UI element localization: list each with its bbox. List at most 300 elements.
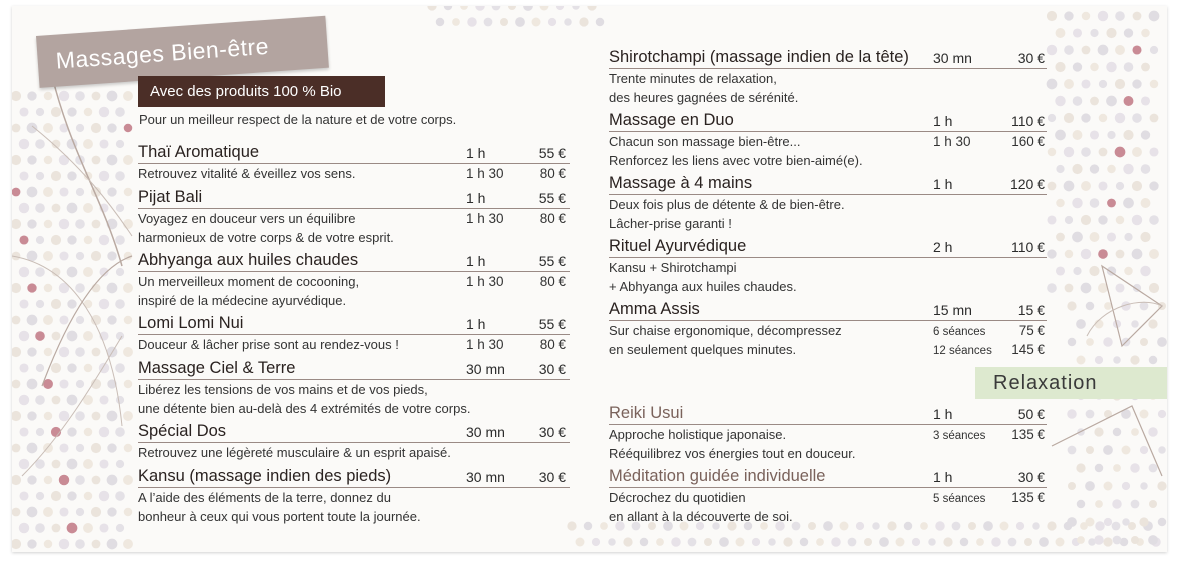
menu-item-duration: 15 mn xyxy=(933,302,972,318)
decor-dot xyxy=(12,539,21,549)
menu-item-header xyxy=(609,48,1047,69)
decor-dot xyxy=(124,188,133,197)
decor-dot xyxy=(12,219,21,229)
description-text: une détente bien au-delà des 4 extrémités de votre corps. xyxy=(138,401,471,416)
decor-dot xyxy=(1132,45,1141,54)
menu-item xyxy=(138,314,570,354)
menu-item-price: 50 € xyxy=(1017,406,1045,422)
menu-item-price: 55 € xyxy=(538,190,566,206)
decor-dot xyxy=(107,91,118,102)
description-line xyxy=(138,443,570,462)
menu-item-header xyxy=(609,111,1047,132)
decor-dot xyxy=(107,411,118,422)
description-line xyxy=(609,69,1047,88)
option-price: 145 € xyxy=(1011,342,1045,357)
decor-dot xyxy=(1055,62,1065,72)
decor-dot xyxy=(83,139,93,149)
decor-dot xyxy=(59,475,69,485)
decor-dot xyxy=(1098,215,1107,224)
decor-dot xyxy=(91,315,101,325)
decor-dot xyxy=(67,395,78,406)
decor-dot xyxy=(475,6,485,11)
decor-dot xyxy=(19,395,29,405)
menu-item-price: 30 € xyxy=(538,361,566,377)
decor-dot xyxy=(688,538,697,547)
decor-dot xyxy=(452,18,460,26)
menu-item-name: Reiki Usui xyxy=(609,404,684,422)
decor-dot xyxy=(608,538,616,546)
decor-dot xyxy=(1148,319,1157,328)
decor-dot xyxy=(19,491,28,500)
decor-dot xyxy=(59,155,69,165)
decor-dot xyxy=(92,284,101,293)
decor-dot xyxy=(1077,536,1085,544)
decor-dot xyxy=(12,316,20,325)
decor-flower-line xyxy=(22,336,122,476)
decor-dot xyxy=(76,508,84,516)
decor-dot xyxy=(84,428,93,437)
decor-dot xyxy=(19,299,28,308)
decor-dot xyxy=(943,537,952,546)
decor-dot xyxy=(19,267,29,277)
decor-dot xyxy=(116,268,124,276)
decor-dot xyxy=(1107,232,1116,241)
decor-dot xyxy=(1067,301,1076,310)
decor-dot xyxy=(752,538,760,546)
menu-item-description xyxy=(609,132,1047,170)
decor-dot xyxy=(1081,283,1092,294)
decor-dot xyxy=(12,91,21,101)
decor-dot xyxy=(623,537,632,546)
decor-dot xyxy=(1099,114,1108,123)
decor-dot xyxy=(52,332,61,341)
option-price: 80 € xyxy=(539,166,566,181)
menu-item-description xyxy=(138,335,570,354)
description-line xyxy=(609,321,1047,340)
decor-dot xyxy=(115,491,125,501)
option-price: 160 € xyxy=(1011,134,1045,149)
decor-dot xyxy=(44,412,53,421)
menu-item xyxy=(138,467,570,526)
menu-item xyxy=(609,111,1047,170)
option-price: 80 € xyxy=(539,274,566,289)
decor-dot xyxy=(1149,500,1157,508)
decor-dot xyxy=(1077,500,1086,509)
menu-item-name: Spécial Dos xyxy=(138,422,227,440)
menu-item-duration: 1 h xyxy=(933,176,953,192)
decor-dot xyxy=(76,316,84,324)
decor-dot xyxy=(1149,283,1159,293)
decor-dot xyxy=(107,155,118,166)
decor-dot xyxy=(12,508,20,517)
decor-dot xyxy=(59,379,68,388)
decor-dot xyxy=(116,396,124,404)
decor-dot xyxy=(99,427,109,437)
decor-dot xyxy=(1104,518,1112,526)
description-text: bonheur à ceux qui vous portent toute la journée. xyxy=(138,509,421,524)
description-text: Un merveilleux moment de cocooning, xyxy=(138,274,360,289)
description-text: en seulement quelques minutes. xyxy=(609,342,797,357)
decor-dot xyxy=(1158,518,1167,527)
decor-dot xyxy=(19,459,29,469)
decor-dot xyxy=(67,491,76,500)
decor-dot xyxy=(1047,45,1057,55)
decor-dot xyxy=(1130,463,1140,473)
menu-item-description xyxy=(138,272,570,310)
menu-item-header xyxy=(609,404,1047,425)
menu-item-description xyxy=(609,258,1047,296)
decor-dot xyxy=(1090,130,1099,139)
decor-dot xyxy=(1099,80,1107,88)
decor-dot xyxy=(1086,410,1095,419)
decor-dot xyxy=(736,538,745,547)
decor-dot xyxy=(444,6,453,10)
decor-dot xyxy=(1150,80,1159,89)
description-line xyxy=(138,164,570,183)
decor-dot xyxy=(115,427,125,437)
decor-dot xyxy=(928,538,936,546)
menu-item xyxy=(138,251,570,310)
menu-item xyxy=(138,359,570,418)
decor-dot xyxy=(67,107,76,116)
decor-dot xyxy=(92,540,101,549)
decor-dot xyxy=(107,315,116,324)
decor-dot xyxy=(1122,446,1131,455)
decor-dot xyxy=(783,537,792,546)
decor-dot xyxy=(1115,45,1125,55)
menu-item-name: Amma Assis xyxy=(609,300,700,318)
decor-dot xyxy=(1158,446,1166,454)
decor-dot xyxy=(484,18,493,27)
decor-dot xyxy=(1115,113,1125,123)
decor-dot xyxy=(27,507,38,518)
menu-item xyxy=(609,467,1047,526)
menu-item-price: 30 € xyxy=(1017,469,1045,485)
menu-item-description xyxy=(609,425,1047,463)
decor-dot xyxy=(1048,148,1057,157)
description-line xyxy=(609,425,1047,444)
menu-item-name: Pijat Bali xyxy=(138,188,203,206)
decor-dot xyxy=(115,107,125,117)
description-text: harmonieux de votre corps & de votre esprit. xyxy=(138,230,394,245)
description-line xyxy=(609,488,1047,507)
decor-dot xyxy=(92,220,101,229)
decor-dot xyxy=(1073,267,1081,275)
decor-dot xyxy=(76,252,84,260)
decor-dot xyxy=(1073,130,1083,140)
decor-dot xyxy=(1123,198,1134,209)
menu-item-duration: 2 h xyxy=(933,239,953,255)
menu-item-price: 55 € xyxy=(538,145,566,161)
decor-dot xyxy=(36,236,44,244)
decor-dot xyxy=(27,411,36,420)
menu-item xyxy=(138,422,570,462)
decor-dot xyxy=(1115,79,1125,89)
decor-dot xyxy=(1086,446,1094,454)
decor-dot xyxy=(12,124,20,133)
menu-item-duration: 1 h xyxy=(933,113,953,129)
menu-item-header xyxy=(609,237,1047,258)
decor-dot xyxy=(44,284,53,293)
decor-dot xyxy=(44,540,53,549)
decor-dot xyxy=(52,396,61,405)
decor-dot xyxy=(83,523,93,533)
decor-dot xyxy=(116,204,124,212)
decor-dot xyxy=(879,537,889,547)
decor-dot xyxy=(99,459,108,468)
decor-dot xyxy=(1047,215,1056,224)
decor-dot xyxy=(27,155,36,164)
decor-dot xyxy=(1149,464,1158,473)
decor-dot xyxy=(51,299,61,309)
menu-item-price: 110 € xyxy=(1011,239,1045,255)
decor-dot xyxy=(1008,538,1017,547)
decor-dot xyxy=(1081,249,1091,259)
menu-item-name: Massage à 4 mains xyxy=(609,174,753,192)
decor-dot xyxy=(92,92,101,101)
option-price: 80 € xyxy=(539,211,566,226)
decor-dot xyxy=(107,507,116,516)
decor-dot xyxy=(67,235,76,244)
section-title-banner: Massages Bien-être xyxy=(36,16,329,88)
option-duration: 1 h 30 xyxy=(466,337,504,352)
decor-dot xyxy=(1067,409,1077,419)
menu-item-duration: 1 h xyxy=(933,469,953,485)
decor-dot xyxy=(51,107,61,117)
description-line xyxy=(138,488,570,507)
decor-dot xyxy=(1149,147,1158,156)
description-text: Retrouvez une légèreté musculaire & un esprit apaisé. xyxy=(138,445,451,460)
decor-dot xyxy=(107,123,116,132)
decor-dot xyxy=(83,459,93,469)
menu-item-header xyxy=(138,251,570,272)
decor-dot xyxy=(1067,517,1077,527)
decor-dot xyxy=(75,347,85,357)
menu-item-price: 15 € xyxy=(1017,302,1045,318)
decor-dot xyxy=(1132,113,1142,123)
decor-dot xyxy=(1149,356,1158,365)
description-text: Retrouvez vitalité & éveillez vos sens. xyxy=(138,166,356,181)
decor-dot xyxy=(704,538,712,546)
decor-dot xyxy=(427,6,436,11)
decor-dot xyxy=(1068,446,1077,455)
decor-dot xyxy=(1090,29,1098,37)
decor-dot xyxy=(123,475,133,485)
decor-dot xyxy=(35,203,45,213)
decor-dot xyxy=(1133,12,1142,21)
decor-dot xyxy=(1107,131,1115,139)
decor-dot xyxy=(1086,518,1095,527)
decor-dot xyxy=(107,283,118,294)
decor-dot xyxy=(1073,62,1082,71)
decor-dot xyxy=(1090,97,1099,106)
decor-dot xyxy=(67,427,76,436)
decor-dot xyxy=(1064,181,1075,192)
menu-item-description xyxy=(609,69,1047,107)
decor-dot xyxy=(1132,79,1141,88)
decor-dot xyxy=(76,124,84,132)
menu-item-duration: 1 h xyxy=(466,253,486,269)
decor-dot xyxy=(1081,113,1090,122)
decor-dot xyxy=(67,171,76,180)
description-text: des heures gagnées de sérénité. xyxy=(609,90,799,105)
decor-dot xyxy=(107,251,116,260)
decor-dot xyxy=(1157,481,1166,490)
decor-dot xyxy=(831,537,841,547)
decor-dot xyxy=(59,507,68,516)
decor-dot xyxy=(35,395,45,405)
decor-dot xyxy=(587,6,596,11)
description-line xyxy=(138,209,570,228)
decor-dot xyxy=(116,140,124,148)
decor-dot xyxy=(1090,164,1099,173)
decor-dot xyxy=(92,156,101,165)
decor-dot xyxy=(67,523,78,534)
decor-dot xyxy=(1047,79,1058,90)
decor-dot xyxy=(1090,63,1099,72)
description-line xyxy=(138,507,570,526)
decor-dot xyxy=(36,300,44,308)
decor-dot xyxy=(1090,198,1100,208)
decor-dot xyxy=(35,523,45,533)
menu-item-header xyxy=(138,314,570,335)
decor-dot xyxy=(116,524,124,532)
menu-item-header xyxy=(138,359,570,380)
decor-dot xyxy=(12,380,20,389)
decor-dot xyxy=(1056,233,1065,242)
option-duration: 1 h 30 xyxy=(466,211,504,226)
decor-dot xyxy=(75,411,85,421)
description-line xyxy=(609,132,1047,151)
decor-dot xyxy=(67,331,78,342)
decor-dot xyxy=(896,538,905,547)
option-price: 135 € xyxy=(1011,427,1045,442)
decor-dot xyxy=(51,363,61,373)
description-text: Chacun son massage bien-être... xyxy=(609,134,801,149)
decor-dot xyxy=(19,139,29,149)
decor-dot xyxy=(76,188,84,196)
decor-dot xyxy=(656,538,664,546)
decor-dot xyxy=(35,267,45,277)
decor-dot xyxy=(107,475,118,486)
decor-dot xyxy=(91,507,101,517)
decor-dot xyxy=(1047,11,1057,21)
decor-dot xyxy=(92,348,101,357)
menu-item-duration: 30 mn xyxy=(466,424,505,440)
decor-dot xyxy=(91,123,101,133)
decor-dot xyxy=(1099,148,1108,157)
decor-dot xyxy=(99,107,109,117)
decor-dot xyxy=(1141,198,1151,208)
menu-item-price: 120 € xyxy=(1009,176,1045,192)
option-duration: 12 séances xyxy=(933,345,992,357)
decor-dot xyxy=(36,108,44,116)
decor-dot xyxy=(1072,164,1082,174)
decor-dot xyxy=(592,538,600,546)
decor-dot xyxy=(1148,535,1158,545)
option-duration: 1 h 30 xyxy=(933,134,971,149)
decor-dot xyxy=(600,522,608,530)
description-line xyxy=(138,399,570,418)
decor-dot xyxy=(912,538,920,546)
decor-dot xyxy=(12,155,21,165)
menu-item xyxy=(609,48,1047,107)
menu-item-duration: 1 h xyxy=(933,406,953,422)
decor-dot xyxy=(124,124,133,133)
decor-dot xyxy=(27,123,38,134)
decor-dot xyxy=(1132,181,1142,191)
decor-dot xyxy=(1141,130,1150,139)
menu-item-header xyxy=(138,422,570,443)
option-duration: 5 séances xyxy=(933,493,986,505)
decor-dot xyxy=(1140,482,1148,490)
brochure-page xyxy=(12,6,1167,552)
decor-dot xyxy=(1104,482,1113,491)
decor-dot xyxy=(107,187,116,196)
menu-item-price: 110 € xyxy=(1011,113,1045,129)
decor-dot xyxy=(1055,130,1066,141)
menu-item-description xyxy=(138,164,570,183)
decor-dot xyxy=(19,427,28,436)
decor-dot xyxy=(19,523,29,533)
option-price: 135 € xyxy=(1011,490,1045,505)
decor-dot xyxy=(12,188,20,197)
intro-text: Pour un meilleur respect de la nature et de votre corps. xyxy=(139,112,457,127)
decor-dot xyxy=(12,444,20,453)
decor-dot xyxy=(548,18,556,26)
decor-dot xyxy=(1064,45,1074,55)
decor-dot xyxy=(91,251,101,261)
decor-dot xyxy=(1115,11,1125,21)
decor-dot xyxy=(1130,355,1139,364)
decor-dot xyxy=(1149,215,1159,225)
decor-dot xyxy=(576,538,585,547)
decor-dot xyxy=(492,6,501,10)
decor-dot xyxy=(1103,445,1113,455)
description-text: Lâcher-prise garanti ! xyxy=(609,216,732,231)
decor-dot xyxy=(43,251,53,261)
decor-dot xyxy=(36,492,44,500)
decor-dot xyxy=(1149,249,1159,259)
decor-dot xyxy=(1132,249,1143,260)
decor-dot xyxy=(848,538,857,547)
decor-dot xyxy=(1132,215,1142,225)
decor-dot xyxy=(44,476,53,485)
description-text: Trente minutes de relaxation, xyxy=(609,71,777,86)
decor-dot xyxy=(36,172,44,180)
decor-dot xyxy=(1158,410,1166,418)
decor-dot xyxy=(59,219,69,229)
decor-dot xyxy=(1140,302,1149,311)
option-price: 75 € xyxy=(1018,323,1045,338)
decor-dot xyxy=(523,6,533,11)
decor-dot xyxy=(84,236,93,245)
menu-item-name: Massage en Duo xyxy=(609,111,734,129)
decor-dot xyxy=(1124,233,1132,241)
decor-dot xyxy=(19,171,28,180)
option-duration: 6 séances xyxy=(933,326,986,338)
menu-item-price: 55 € xyxy=(538,316,566,332)
decor-dot xyxy=(43,507,53,517)
decor-dot xyxy=(1056,266,1065,275)
decor-dot xyxy=(1141,96,1150,105)
decor-dot xyxy=(75,539,85,549)
decor-dot xyxy=(1113,464,1121,472)
decor-dot xyxy=(59,91,69,101)
decor-dot xyxy=(84,108,93,117)
decor-dot xyxy=(67,267,78,278)
decor-dot xyxy=(59,187,68,196)
